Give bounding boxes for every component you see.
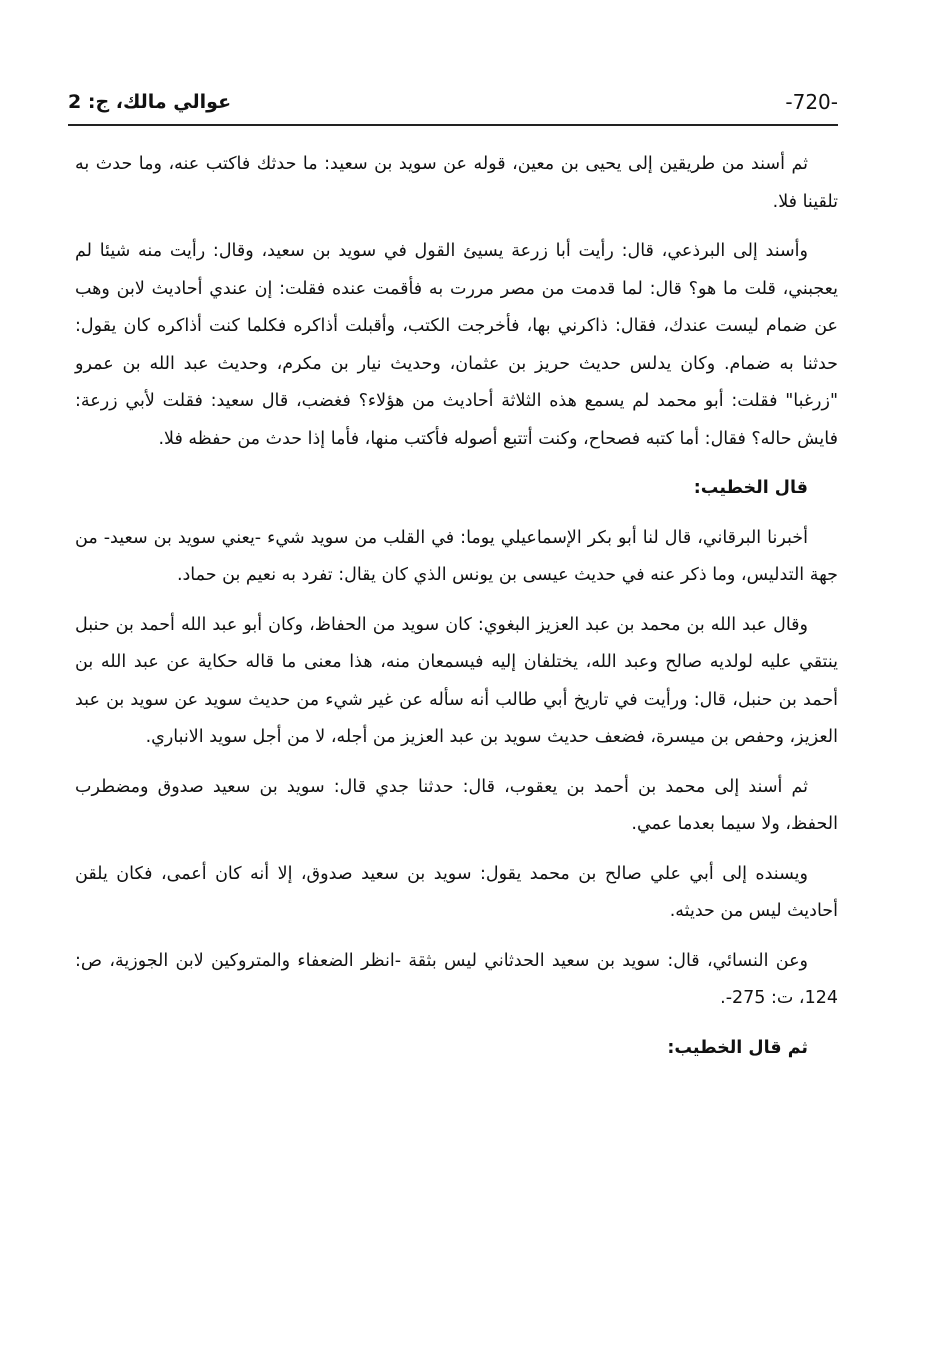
- paragraph: وقال عبد الله بن محمد بن عبد العزيز البغوي: كان سويد من الحفاظ، وكان أبو عبد الله أحمد بن حنبل ينتقي عليه لولديه صالح وعبد الله، يختلفان إليه فيسمعان منه، هذا معنى ما قاله حكاية عن عبد الله بن أحمد بن حنبل، قال: ورأيت في تاريخ أبي طالب أنه سأله عن غير شيء من حديث سويد عن سويد بن عبد العزيز، وحفص بن ميسرة، فضعف حديث سويد بن عبد العزيز من أجله، لا من أجل سويد الانباري.: [75, 614, 838, 747]
- paragraph: ثم أسند إلى محمد بن أحمد بن يعقوب، قال: حدثنا جدي قال: سويد بن سعيد صدوق ومضطرب الحفظ، ولا سيما بعدما عمي.: [75, 776, 838, 834]
- body-text: [75, 146, 838, 1079]
- page-number: -720-: [785, 90, 838, 114]
- paragraph: ويسنده إلى أبي علي صالح بن محمد يقول: سويد بن سعيد صدوق، إلا أنه كان أعمى، فكان يلقن أحاديث ليس من حديثه.: [75, 863, 838, 921]
- paragraph-heading: ثم قال الخطيب:: [667, 1037, 808, 1058]
- page-header: [68, 88, 838, 122]
- paragraph: أخبرنا البرقاني، قال لنا أبو بكر الإسماعيلي يوما: في القلب من سويد شيء -يعني سويد بن سعيد- من جهة التدليس، وما ذكر عنه في حديث عيسى بن يونس الذي كان يقال: تفرد به نعيم بن حماد.: [75, 527, 838, 585]
- header-rule: [68, 124, 838, 126]
- paragraph: وأسند إلى البرذعي، قال: رأيت أبا زرعة يسيئ القول في سويد بن سعيد، وقال: رأيت منه شيئا لم يعجبني، قلت ما هو؟ قال: لما قدمت من مصر مررت به فأقمت عنده فقلت: إن عندي أحاديث لابن وهب عن ضمام ليست عندك، فقال: ذاكرني بها، فأخرجت الكتب، وأقبلت أذاكره فكلما كنت أذاكره كان يقول: حدثنا به ضمام. وكان يدلس حديث حريز بن عثمان، وحديث نيار بن مكرم، وحديث عبد الله بن عمرو "زرغبا" فقلت: أبو محمد لم يسمع هذه الثلاثة أحاديث من هؤلاء؟ فغضب، قال سعيد: فقلت لأبي زرعة: فايش حاله؟ فقال: أما كتبه فصحاح، وكنت أتتبع أصوله فأكتب منها، فأما إذا حدث من حفظه فلا.: [75, 241, 838, 449]
- paragraph: ثم أسند من طريقين إلى يحيى بن معين، قوله عن سويد بن سعيد: ما حدثك فاكتب عنه، وما حدث به تلقينا فلا.: [75, 154, 838, 212]
- running-title: عوالي مالك، ج: 2: [68, 91, 232, 113]
- paragraph-heading: قال الخطيب:: [693, 478, 808, 498]
- paragraph: وعن النسائي، قال: سويد بن سعيد الحدثاني ليس بثقة -انظر الضعفاء والمتروكين لابن الجوزية، ص: 124، ت: 275-.: [75, 950, 838, 1008]
